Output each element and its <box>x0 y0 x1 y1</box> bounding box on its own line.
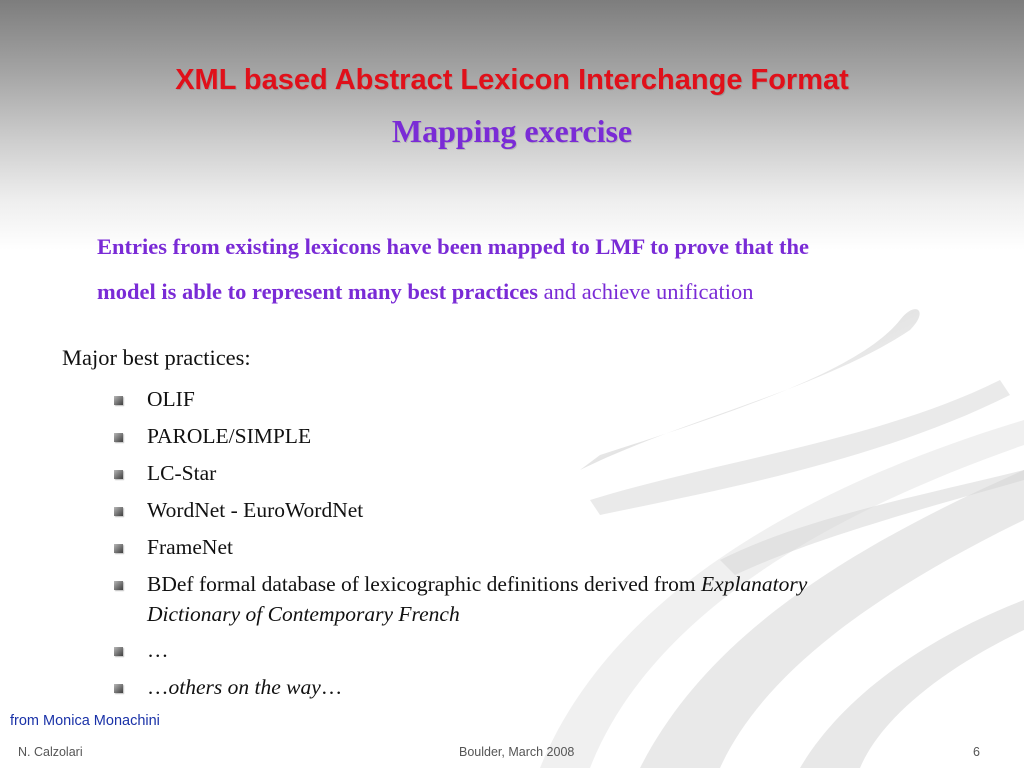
footer-page-number: 6 <box>973 745 980 759</box>
list-item-others <box>112 672 932 703</box>
others-italic: others on the way <box>168 675 321 699</box>
list-item <box>112 421 932 452</box>
list-item <box>112 532 932 563</box>
slide-title: XML based Abstract Lexicon Interchange Format <box>175 64 849 96</box>
intro-line-2-bold: model is able to represent many best practices <box>97 279 538 304</box>
intro-statement <box>97 224 1007 314</box>
list-item <box>112 635 932 666</box>
slide-subtitle: Mapping exercise <box>391 113 633 149</box>
bullet-square-icon <box>114 647 123 656</box>
list-item-text: OLIF <box>147 387 195 411</box>
major-practices-label: Major best practices: <box>62 345 251 370</box>
bullet-square-icon <box>114 507 123 516</box>
others-suffix: … <box>320 675 343 699</box>
list-item-text: FrameNet <box>147 535 233 559</box>
list-item <box>112 458 932 489</box>
footer-venue: Boulder, March 2008 <box>459 745 575 759</box>
intro-line-2 <box>97 269 1007 314</box>
list-item <box>112 384 932 415</box>
list-item-text: PAROLE/SIMPLE <box>147 424 312 448</box>
list-item-text: LC-Star <box>147 461 217 485</box>
bullet-square-icon <box>114 470 123 479</box>
bullet-square-icon <box>114 684 123 693</box>
footer-author: N. Calzolari <box>18 745 83 759</box>
ellipsis-text: … <box>147 638 169 662</box>
bullet-square-icon <box>114 544 123 553</box>
bdef-text: BDef formal database of lexicographic definitions derived from <box>147 572 702 596</box>
best-practices-list <box>112 384 932 709</box>
bullet-square-icon <box>114 396 123 405</box>
bullet-square-icon <box>114 433 123 442</box>
list-item <box>112 495 932 526</box>
bullet-square-icon <box>114 581 123 590</box>
bdef-italic-1: Explanatory <box>701 572 808 596</box>
others-prefix: … <box>147 675 169 699</box>
intro-line-1: Entries from existing lexicons have been mapped to LMF to prove that the <box>97 234 810 259</box>
intro-line-2-rest: and achieve unification <box>537 279 754 304</box>
credit-text: from Monica Monachini <box>10 713 160 729</box>
list-item-text: WordNet - EuroWordNet <box>147 498 364 522</box>
list-item-bdef <box>112 569 932 629</box>
bdef-italic-2: Dictionary of Contemporary French <box>147 602 460 626</box>
